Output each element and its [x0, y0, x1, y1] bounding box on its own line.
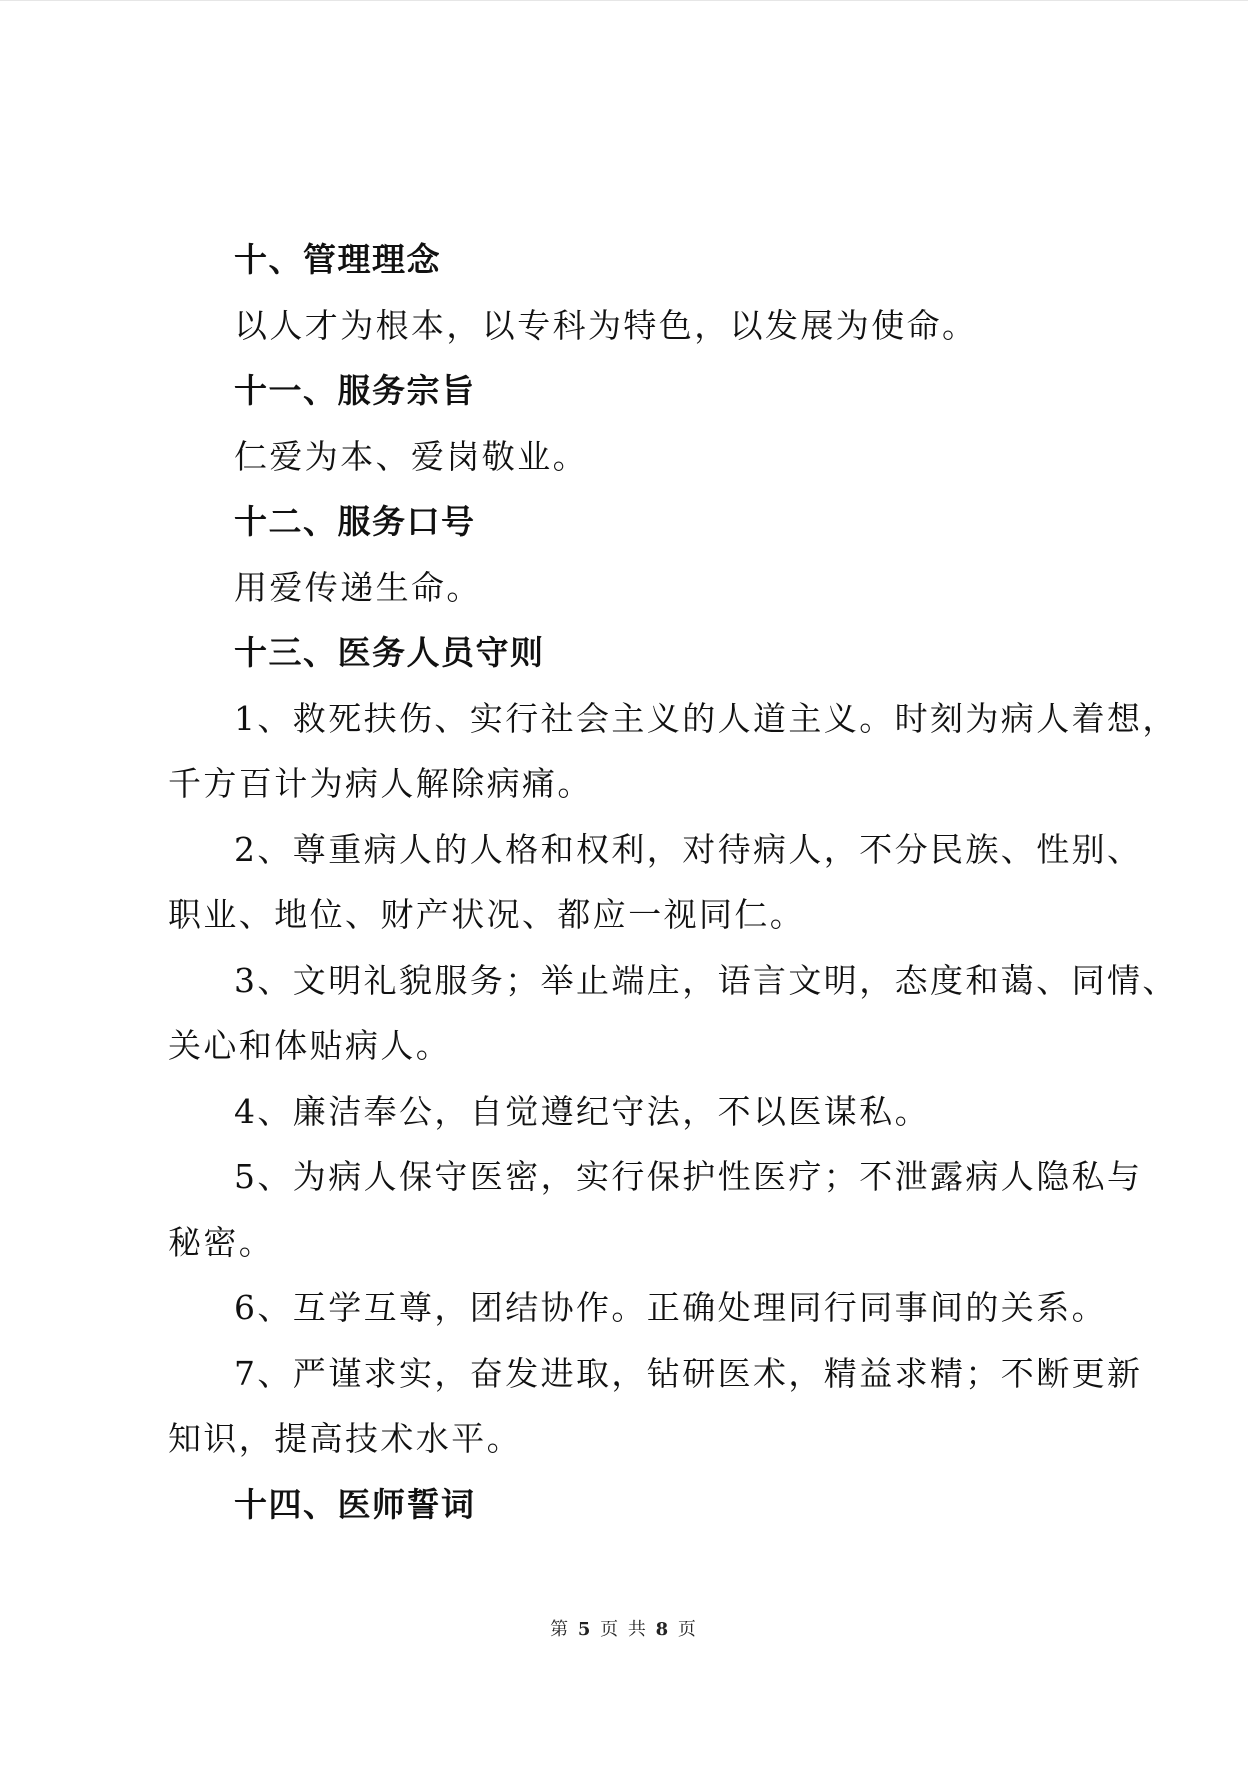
- footer-middle: 页 共: [600, 1619, 648, 1640]
- paragraph-line: 5、为病人保守医密，实行保护性医疗；不泄露病人隐私与: [234, 1157, 1143, 1196]
- paragraph-line: 7、严谨求实，奋发进取，钻研医术，精益求精；不断更新: [234, 1353, 1143, 1393]
- paragraph-line: 用爱传递生命。: [234, 567, 482, 607]
- paragraph-line: 1、救死扶伤、实行社会主义的人道主义。时刻为病人着想，: [234, 698, 1178, 738]
- section-heading: 十、管理理念: [234, 240, 441, 279]
- paragraph-line: 仁爱为本、爱岗敬业。: [234, 436, 588, 476]
- page-content: [168, 227, 1178, 1537]
- paragraph-line: 职业、地位、财产状况、都应一视同仁。: [168, 895, 806, 934]
- section-heading: 十四、医师誓词: [234, 1484, 476, 1524]
- paragraph-line: 6、互学互尊，团结协作。正确处理同行同事间的关系。: [234, 1288, 1107, 1327]
- page-footer: [0, 1615, 1248, 1641]
- paragraph-line: 以人才为根本，以专科为特色，以发展为使命。: [234, 305, 978, 345]
- section-heading: 十二、服务口号: [234, 502, 476, 541]
- footer-prefix: 第: [550, 1619, 571, 1640]
- section-heading: 十一、服务宗旨: [234, 371, 476, 410]
- paragraph-line: 千方百计为病人解除病痛。: [168, 764, 593, 803]
- paragraph-line: 关心和体贴病人。: [168, 1026, 452, 1065]
- paragraph-line: 知识，提高技术水平。: [168, 1419, 522, 1458]
- paragraph-line: 4、廉洁奉公，自觉遵纪守法，不以医谋私。: [234, 1091, 930, 1131]
- footer-suffix: 页: [677, 1619, 698, 1640]
- paragraph-line: 3、文明礼貌服务；举止端庄，语言文明，态度和蔼、同情、: [234, 960, 1178, 1000]
- total-page-number: 8: [655, 1619, 671, 1640]
- paragraph-line: 秘密。: [168, 1222, 275, 1262]
- paragraph-line: 2、尊重病人的人格和权利，对待病人，不分民族、性别、: [234, 829, 1143, 869]
- current-page-number: 5: [577, 1619, 593, 1640]
- section-heading: 十三、医务人员守则: [234, 633, 545, 672]
